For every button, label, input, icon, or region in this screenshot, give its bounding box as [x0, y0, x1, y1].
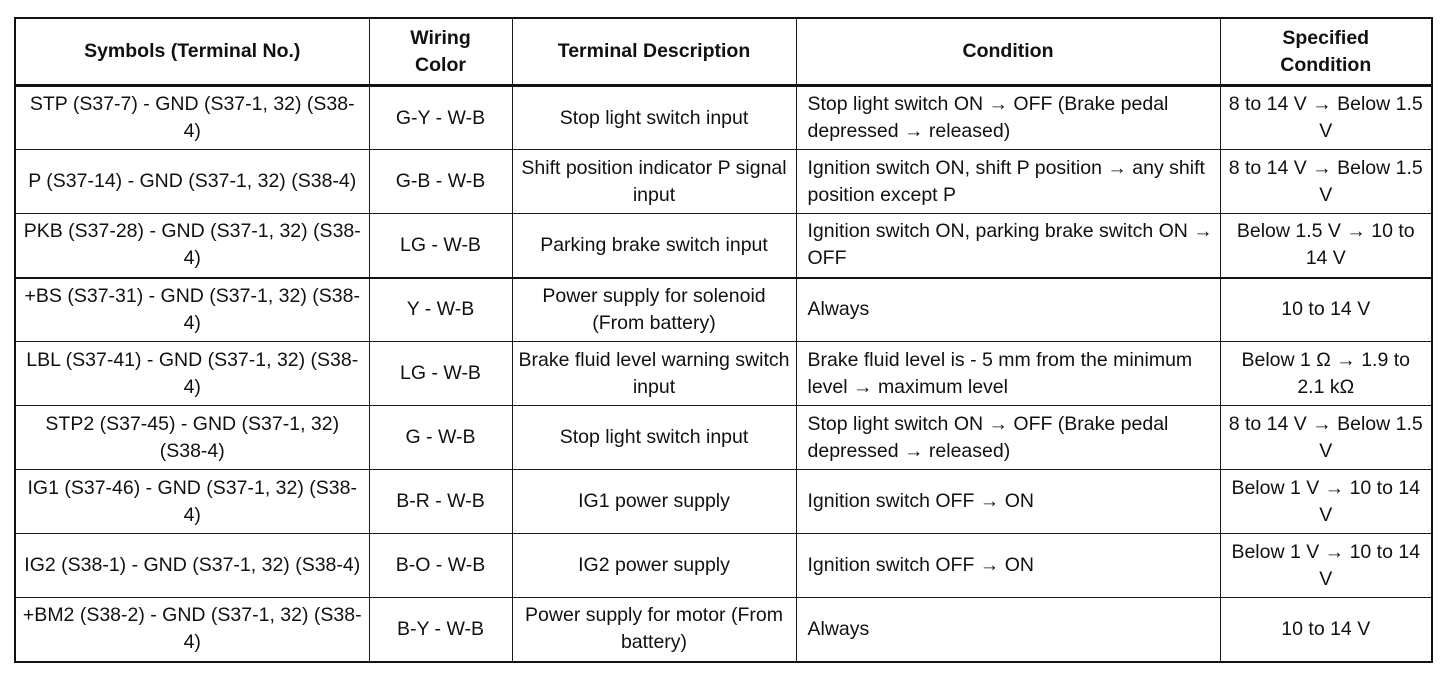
cell-condition [796, 406, 1220, 470]
cell-specified: 8 to 14 V → Below 1.5 V [1220, 150, 1432, 214]
cell-specified: Below 1 V → 10 to 14 V [1220, 470, 1432, 534]
cell-condition: Ignition switch OFF → ON [796, 534, 1220, 598]
header-wiring-color-text: Wiring Color [410, 26, 471, 76]
cell-symbols: PKB (S37-28) - GND (S37-1, 32) (S38-4) [15, 214, 369, 278]
cell-specified: 10 to 14 V [1220, 278, 1432, 342]
cell-condition: Brake fluid level is - 5 mm from the minimum level → maximum level [796, 342, 1220, 406]
table-row [15, 406, 1432, 470]
terminal-table-container [14, 17, 1431, 663]
cell-wiring: G-B - W-B [369, 150, 512, 214]
cell-symbols: LBL (S37-41) - GND (S37-1, 32) (S38-4) [15, 342, 369, 406]
header-terminal-description: Terminal Description [512, 18, 796, 86]
table-row [15, 470, 1432, 534]
header-row [15, 18, 1432, 86]
cell-wiring: B-R - W-B [369, 470, 512, 534]
cell-description: IG1 power supply [512, 470, 796, 534]
cell-description: IG2 power supply [512, 534, 796, 598]
cell-description: Stop light switch input [512, 86, 796, 150]
table-row [15, 342, 1432, 406]
cell-wiring: Y - W-B [369, 278, 512, 342]
cell-condition: Stop light switch ON → OFF (Brake pedal depressed → released) [796, 86, 1220, 150]
header-condition: Condition [796, 18, 1220, 86]
cell-wiring: LG - W-B [369, 214, 512, 278]
cell-wiring: G-Y - W-B [369, 86, 512, 150]
cell-description: Brake fluid level warning switch input [512, 342, 796, 406]
cell-description: Parking brake switch input [512, 214, 796, 278]
cell-specified: 8 to 14 V → Below 1.5 V [1220, 86, 1432, 150]
cell-wiring: B-Y - W-B [369, 598, 512, 662]
cell-symbols: IG1 (S37-46) - GND (S37-1, 32) (S38-4) [15, 470, 369, 534]
cell-specified: Below 1 Ω → 1.9 to 2.1 kΩ [1220, 342, 1432, 406]
table-row [15, 278, 1432, 342]
cell-condition: Ignition switch OFF → ON [796, 470, 1220, 534]
terminal-table [14, 17, 1433, 663]
cell-condition: Ignition switch ON, shift P position → any shift position except P [796, 150, 1220, 214]
cell-condition: Ignition switch ON, parking brake switch ON → OFF [796, 214, 1220, 278]
table-row [15, 214, 1432, 278]
cell-wiring: B-O - W-B [369, 534, 512, 598]
cell-condition-text: Stop light switch ON → OFF (Brake pedal depressed → released) [807, 412, 1169, 462]
table-row [15, 534, 1432, 598]
cell-description: Power supply for solenoid (From battery) [512, 278, 796, 342]
cell-wiring: G - W-B [369, 406, 512, 470]
table-row [15, 598, 1432, 662]
cell-specified: Below 1.5 V → 10 to 14 V [1220, 214, 1432, 278]
cell-symbols: +BM2 (S38-2) - GND (S37-1, 32) (S38-4) [15, 598, 369, 662]
cell-description: Power supply for motor (From battery) [512, 598, 796, 662]
cell-symbols: IG2 (S38-1) - GND (S37-1, 32) (S38-4) [15, 534, 369, 598]
cell-description: Shift position indicator P signal input [512, 150, 796, 214]
cell-specified: 8 to 14 V → Below 1.5 V [1220, 406, 1432, 470]
cell-symbols: P (S37-14) - GND (S37-1, 32) (S38-4) [15, 150, 369, 214]
header-specified-condition [1220, 18, 1432, 86]
header-specified-condition-text: Specified Condition [1280, 26, 1372, 76]
header-wiring-color [369, 18, 512, 86]
cell-specified: Below 1 V → 10 to 14 V [1220, 534, 1432, 598]
cell-symbols: +BS (S37-31) - GND (S37-1, 32) (S38-4) [15, 278, 369, 342]
cell-description: Stop light switch input [512, 406, 796, 470]
header-symbols: Symbols (Terminal No.) [15, 18, 369, 86]
cell-condition: Always [796, 598, 1220, 662]
cell-condition: Always [796, 278, 1220, 342]
cell-symbols: STP2 (S37-45) - GND (S37-1, 32) (S38-4) [15, 406, 369, 470]
cell-wiring: LG - W-B [369, 342, 512, 406]
table-row [15, 86, 1432, 150]
cell-symbols: STP (S37-7) - GND (S37-1, 32) (S38-4) [15, 86, 369, 150]
table-row [15, 150, 1432, 214]
cell-specified: 10 to 14 V [1220, 598, 1432, 662]
